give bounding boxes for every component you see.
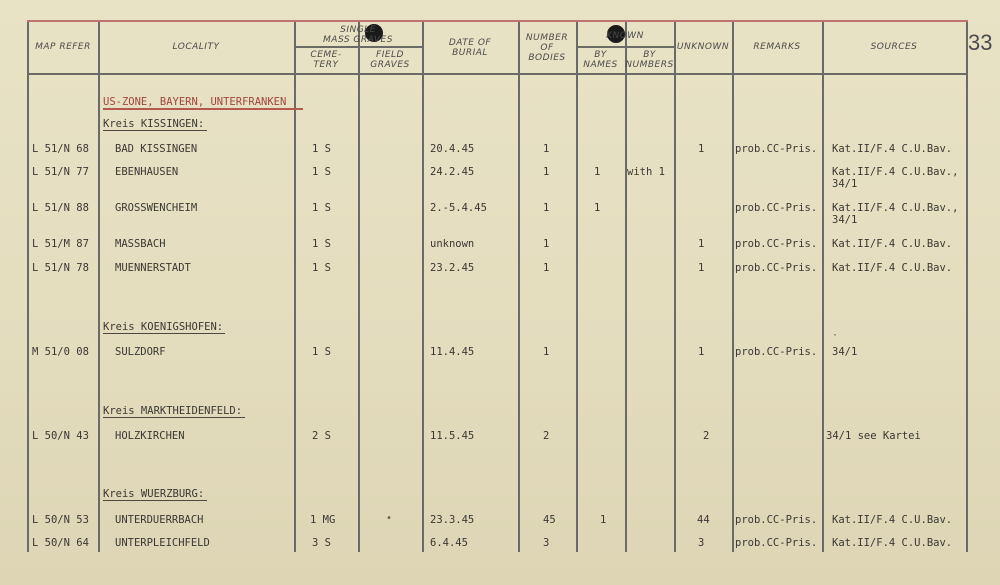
header-locality: LOCALITY xyxy=(172,42,220,52)
header-single: SINGLE xyxy=(340,25,376,35)
sources-line-2: 34/1 xyxy=(832,214,858,226)
number-of-bodies: 1 xyxy=(543,346,550,358)
kreis-heading: Kreis KOENIGSHOFEN: xyxy=(103,321,224,333)
sources: 34/1 see Kartei xyxy=(826,430,921,442)
header-known: KNOWN xyxy=(606,31,644,41)
remarks: prob.CC-Pris. xyxy=(735,262,818,274)
known-by-names: 1 xyxy=(594,166,601,178)
header-cemetery-2: TERY xyxy=(313,60,339,70)
sources: Kat.II/F.4 C.U.Bav. xyxy=(832,537,953,549)
header-number-2: OF xyxy=(540,43,554,53)
page-number: 33 xyxy=(968,30,993,55)
sources-line-2: 34/1 xyxy=(832,178,858,190)
column-divider xyxy=(625,22,627,552)
cemetery-count: 1 S xyxy=(312,238,331,250)
locality: EBENHAUSEN xyxy=(115,166,179,178)
header-cemetery-1: CEME- xyxy=(310,50,342,60)
header-mass-graves: MASS GRAVES xyxy=(323,35,393,45)
unknown-count: 2 xyxy=(703,430,710,442)
header-field-2: GRAVES xyxy=(370,60,410,70)
burial-date: 2.-5.4.45 xyxy=(430,202,487,214)
unknown-count: 44 xyxy=(697,514,710,526)
known-by-names: 1 xyxy=(594,202,601,214)
header-bottom-rule xyxy=(27,73,967,75)
column-divider xyxy=(294,22,296,552)
burial-date: 20.4.45 xyxy=(430,143,475,155)
sources: Kat.II/F.4 C.U.Bav. xyxy=(832,514,953,526)
sources: 34/1 xyxy=(832,346,858,358)
header-number-3: BODIES xyxy=(528,53,566,63)
sources: Kat.II/F.4 C.U.Bav., xyxy=(832,166,959,178)
locality: UNTERPLEICHFELD xyxy=(115,537,210,549)
kreis-underline xyxy=(103,333,225,334)
map-reference: L 50/N 64 xyxy=(32,537,89,549)
header-sources: SOURCES xyxy=(870,42,918,52)
cemetery-count: 1 MG xyxy=(310,514,336,526)
header-map-refer: MAP REFER xyxy=(35,42,91,52)
cemetery-count: 1 S xyxy=(312,346,331,358)
map-reference: M 51/0 08 xyxy=(32,346,89,358)
map-reference: L 51/M 87 xyxy=(32,238,89,250)
number-of-bodies: 45 xyxy=(543,514,556,526)
number-of-bodies: 3 xyxy=(543,537,550,549)
cemetery-count: 3 S xyxy=(312,537,331,549)
header-field-1: FIELD xyxy=(376,50,404,60)
cemetery-count: 1 S xyxy=(312,202,331,214)
locality: BAD KISSINGEN xyxy=(115,143,198,155)
header-date-1: DATE OF xyxy=(448,38,492,48)
kreis-heading: Kreis MARKTHEIDENFELD: xyxy=(103,405,243,417)
header-by-names-1: BY xyxy=(594,50,607,60)
header-date-2: BURIAL xyxy=(452,48,488,58)
map-reference: L 50/N 43 xyxy=(32,430,89,442)
sources: Kat.II/F.4 C.U.Bav. xyxy=(832,143,953,155)
locality: HOLZKIRCHEN xyxy=(115,430,185,442)
column-divider xyxy=(98,22,100,552)
kreis-underline xyxy=(103,417,245,418)
cemetery-count: 1 S xyxy=(312,262,331,274)
burial-date: 11.5.45 xyxy=(430,430,475,442)
locality: MASSBACH xyxy=(115,238,166,250)
header-by-numbers-1: BY xyxy=(643,50,656,60)
remarks: prob.CC-Pris. xyxy=(735,346,818,358)
locality: MUENNERSTADT xyxy=(115,262,191,274)
column-divider xyxy=(518,22,520,552)
zone-underline xyxy=(103,108,303,110)
unknown-count: 1 xyxy=(698,143,705,155)
ink-dot: • xyxy=(386,513,393,524)
locality: UNTERDUERRBACH xyxy=(115,514,204,526)
number-of-bodies: 1 xyxy=(543,143,550,155)
zone-heading: US-ZONE, BAYERN, UNTERFRANKEN xyxy=(103,96,287,108)
remarks: prob.CC-Pris. xyxy=(735,238,818,250)
column-divider xyxy=(358,22,360,552)
kreis-heading: Kreis WUERZBURG: xyxy=(103,488,205,500)
column-divider xyxy=(822,22,824,552)
burial-date: 23.3.45 xyxy=(430,514,475,526)
unknown-count: 1 xyxy=(698,262,705,274)
header-number-1: NUMBER xyxy=(525,33,569,43)
column-divider xyxy=(674,22,676,552)
burial-date: 23.2.45 xyxy=(430,262,475,274)
remarks: prob.CC-Pris. xyxy=(735,202,818,214)
unknown-count: 3 xyxy=(698,537,705,549)
number-of-bodies: 2 xyxy=(543,430,550,442)
ink-dot: · xyxy=(832,330,839,341)
burial-date: 24.2.45 xyxy=(430,166,475,178)
cemetery-count: 2 S xyxy=(312,430,331,442)
header-by-numbers-2: NUMBERS xyxy=(625,60,674,70)
cemetery-count: 1 S xyxy=(312,143,331,155)
remarks: prob.CC-Pris. xyxy=(735,514,818,526)
burial-date: 6.4.45 xyxy=(430,537,468,549)
locality: GROSSWENCHEIM xyxy=(115,202,198,214)
map-reference: L 51/N 88 xyxy=(32,202,89,214)
unknown-count: 1 xyxy=(698,238,705,250)
number-of-bodies: 1 xyxy=(543,202,550,214)
known-subrule xyxy=(576,46,674,48)
number-of-bodies: 1 xyxy=(543,166,550,178)
map-reference: L 51/N 78 xyxy=(32,262,89,274)
mass-graves-subrule xyxy=(294,46,422,48)
column-divider xyxy=(732,22,734,552)
remarks: prob.CC-Pris. xyxy=(735,537,818,549)
map-reference: L 50/N 53 xyxy=(32,514,89,526)
sources: Kat.II/F.4 C.U.Bav., xyxy=(832,202,959,214)
column-divider xyxy=(966,22,968,552)
map-reference: L 51/N 77 xyxy=(32,166,89,178)
header-unknown: UNKNOWN xyxy=(676,42,730,52)
remarks: prob.CC-Pris. xyxy=(735,143,818,155)
header-by-names-2: NAMES xyxy=(583,60,618,70)
column-divider xyxy=(27,22,29,552)
sources: Kat.II/F.4 C.U.Bav. xyxy=(832,262,953,274)
burial-date: 11.4.45 xyxy=(430,346,475,358)
column-divider xyxy=(422,22,424,552)
number-of-bodies: 1 xyxy=(543,238,550,250)
kreis-heading: Kreis KISSINGEN: xyxy=(103,118,205,130)
known-by-names: 1 xyxy=(600,514,607,526)
known-by-numbers: with 1 xyxy=(627,166,665,178)
kreis-underline xyxy=(103,500,207,501)
map-reference: L 51/N 68 xyxy=(32,143,89,155)
unknown-count: 1 xyxy=(698,346,705,358)
kreis-underline xyxy=(103,130,207,131)
sources: Kat.II/F.4 C.U.Bav. xyxy=(832,238,953,250)
cemetery-count: 1 S xyxy=(312,166,331,178)
number-of-bodies: 1 xyxy=(543,262,550,274)
header-remarks: REMARKS xyxy=(753,42,801,52)
top-red-rule xyxy=(27,20,968,22)
column-divider xyxy=(576,22,578,552)
burial-date: unknown xyxy=(430,238,475,250)
locality: SULZDORF xyxy=(115,346,166,358)
